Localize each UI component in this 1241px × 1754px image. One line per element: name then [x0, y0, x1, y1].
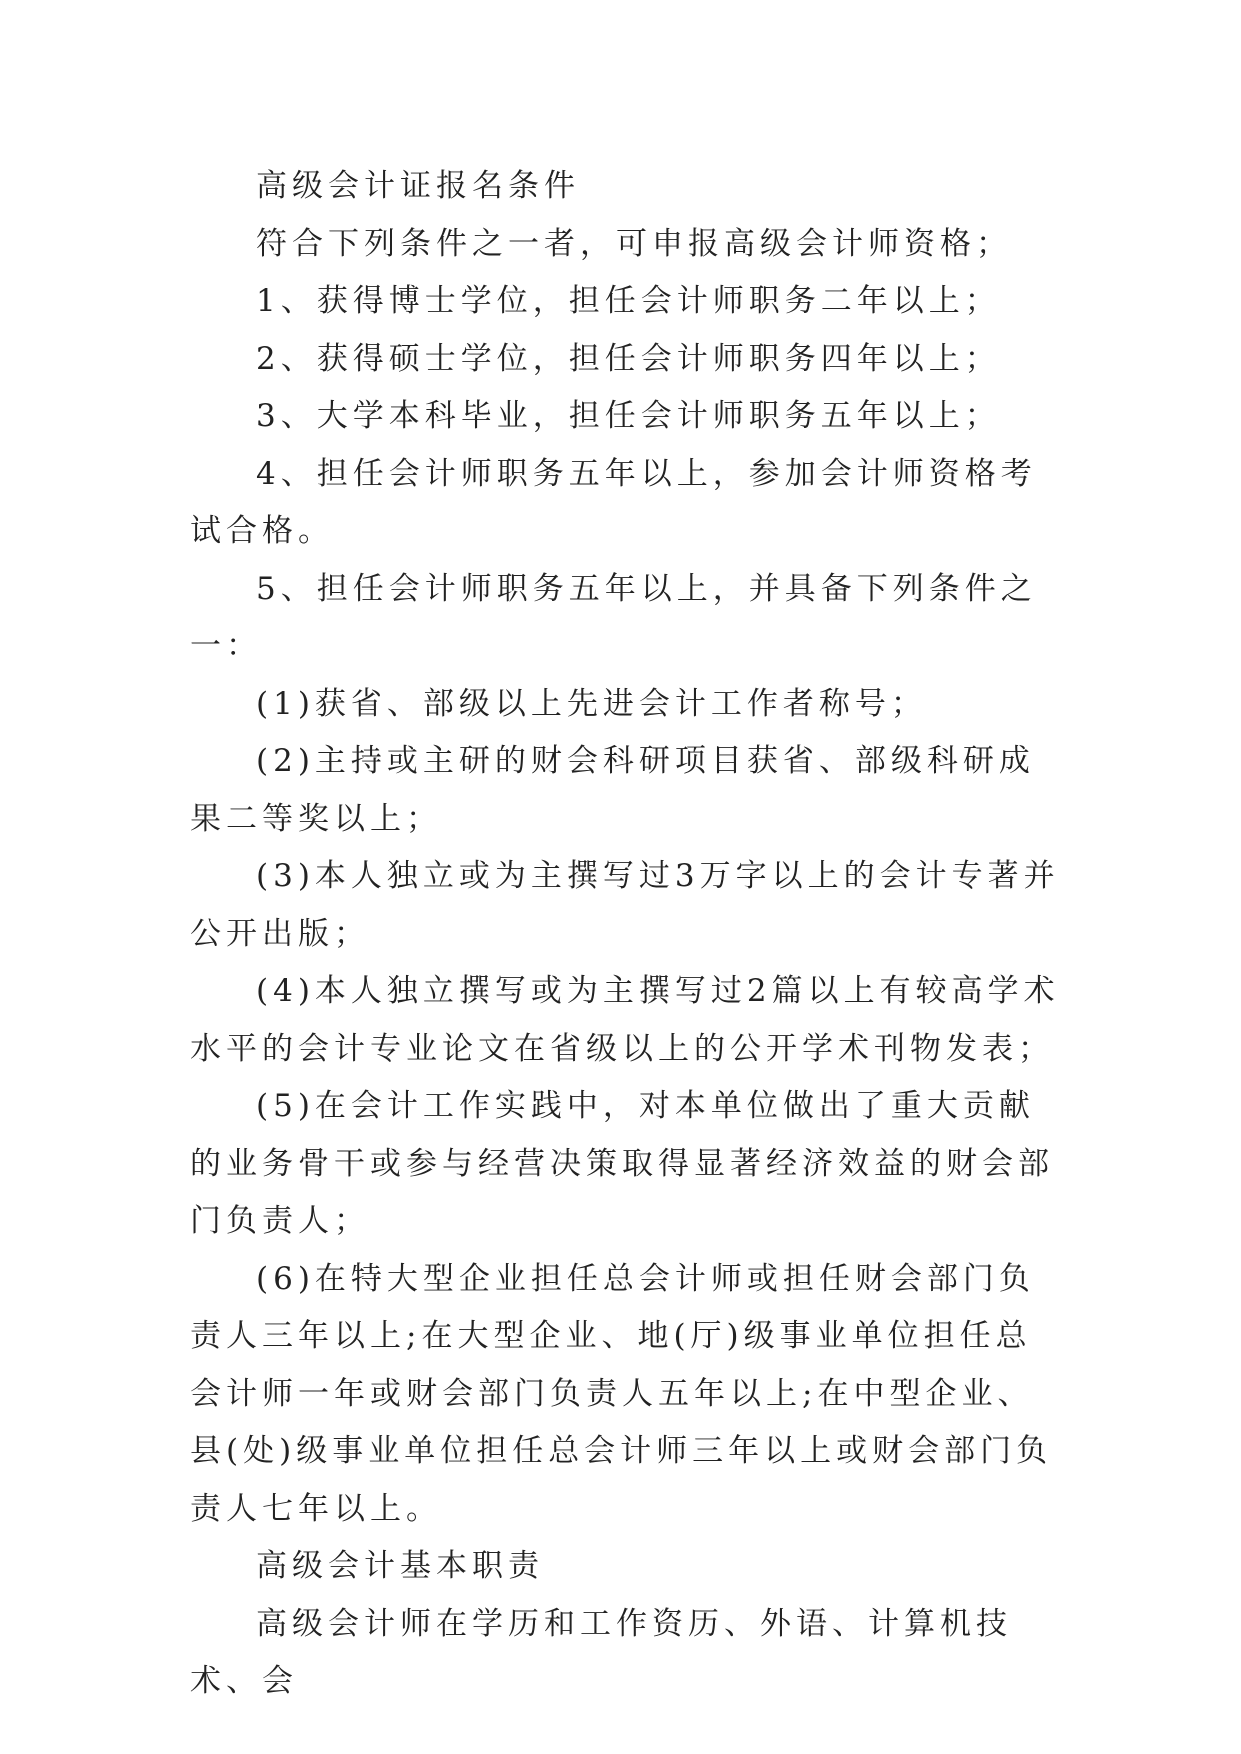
sub-list-item: (5)在会计工作实践中，对本单位做出了重大贡献的业务骨干或参与经营决策取得显著经济效益的财会部门负责人； [190, 1088, 1054, 1239]
section-heading: 高级会计证报名条件 [256, 168, 580, 204]
sub-list-item: (4)本人独立撰写或为主撰写过2篇以上有较高学术水平的会计专业论文在省级以上的公开学术刊物发表； [190, 973, 1060, 1067]
sub-list-item: (3)本人独立或为主撰写过3万字以上的会计专著并公开出版； [190, 858, 1060, 952]
list-item: 4、担任会计师职务五年以上，参加会计师资格考试合格。 [190, 455, 1037, 549]
sub-list-item: (1)获省、部级以上先进会计工作者称号； [256, 685, 927, 722]
list-item: 1、获得博士学位，担任会计师职务二年以上； [256, 283, 1001, 319]
document-body [190, 158, 1060, 1711]
paragraph: 符合下列条件之一者，可申报高级会计师资格； [256, 225, 1012, 262]
section-heading: 高级会计基本职责 [256, 1548, 544, 1584]
list-item: 2、获得硕士学位，担任会计师职务四年以上； [256, 340, 1001, 377]
sub-list-item: (2)主持或主研的财会科研项目获省、部级科研成果二等奖以上； [190, 743, 1035, 837]
paragraph: 高级会计师在学历和工作资历、外语、计算机技术、会 [190, 1605, 1012, 1699]
list-item: 3、大学本科毕业，担任会计师职务五年以上； [256, 398, 1001, 434]
sub-list-item: (6)在特大型企业担任总会计师或担任财会部门负责人三年以上;在大型企业、地(厅)级事业单位担任总会计师一年或财会部门负责人五年以上;在中型企业、县(处)级事业单位担任总会计师三年以上或财会部门负责人七年以上。 [190, 1260, 1053, 1527]
list-item: 5、担任会计师职务五年以上，并具备下列条件之一： [190, 570, 1037, 664]
